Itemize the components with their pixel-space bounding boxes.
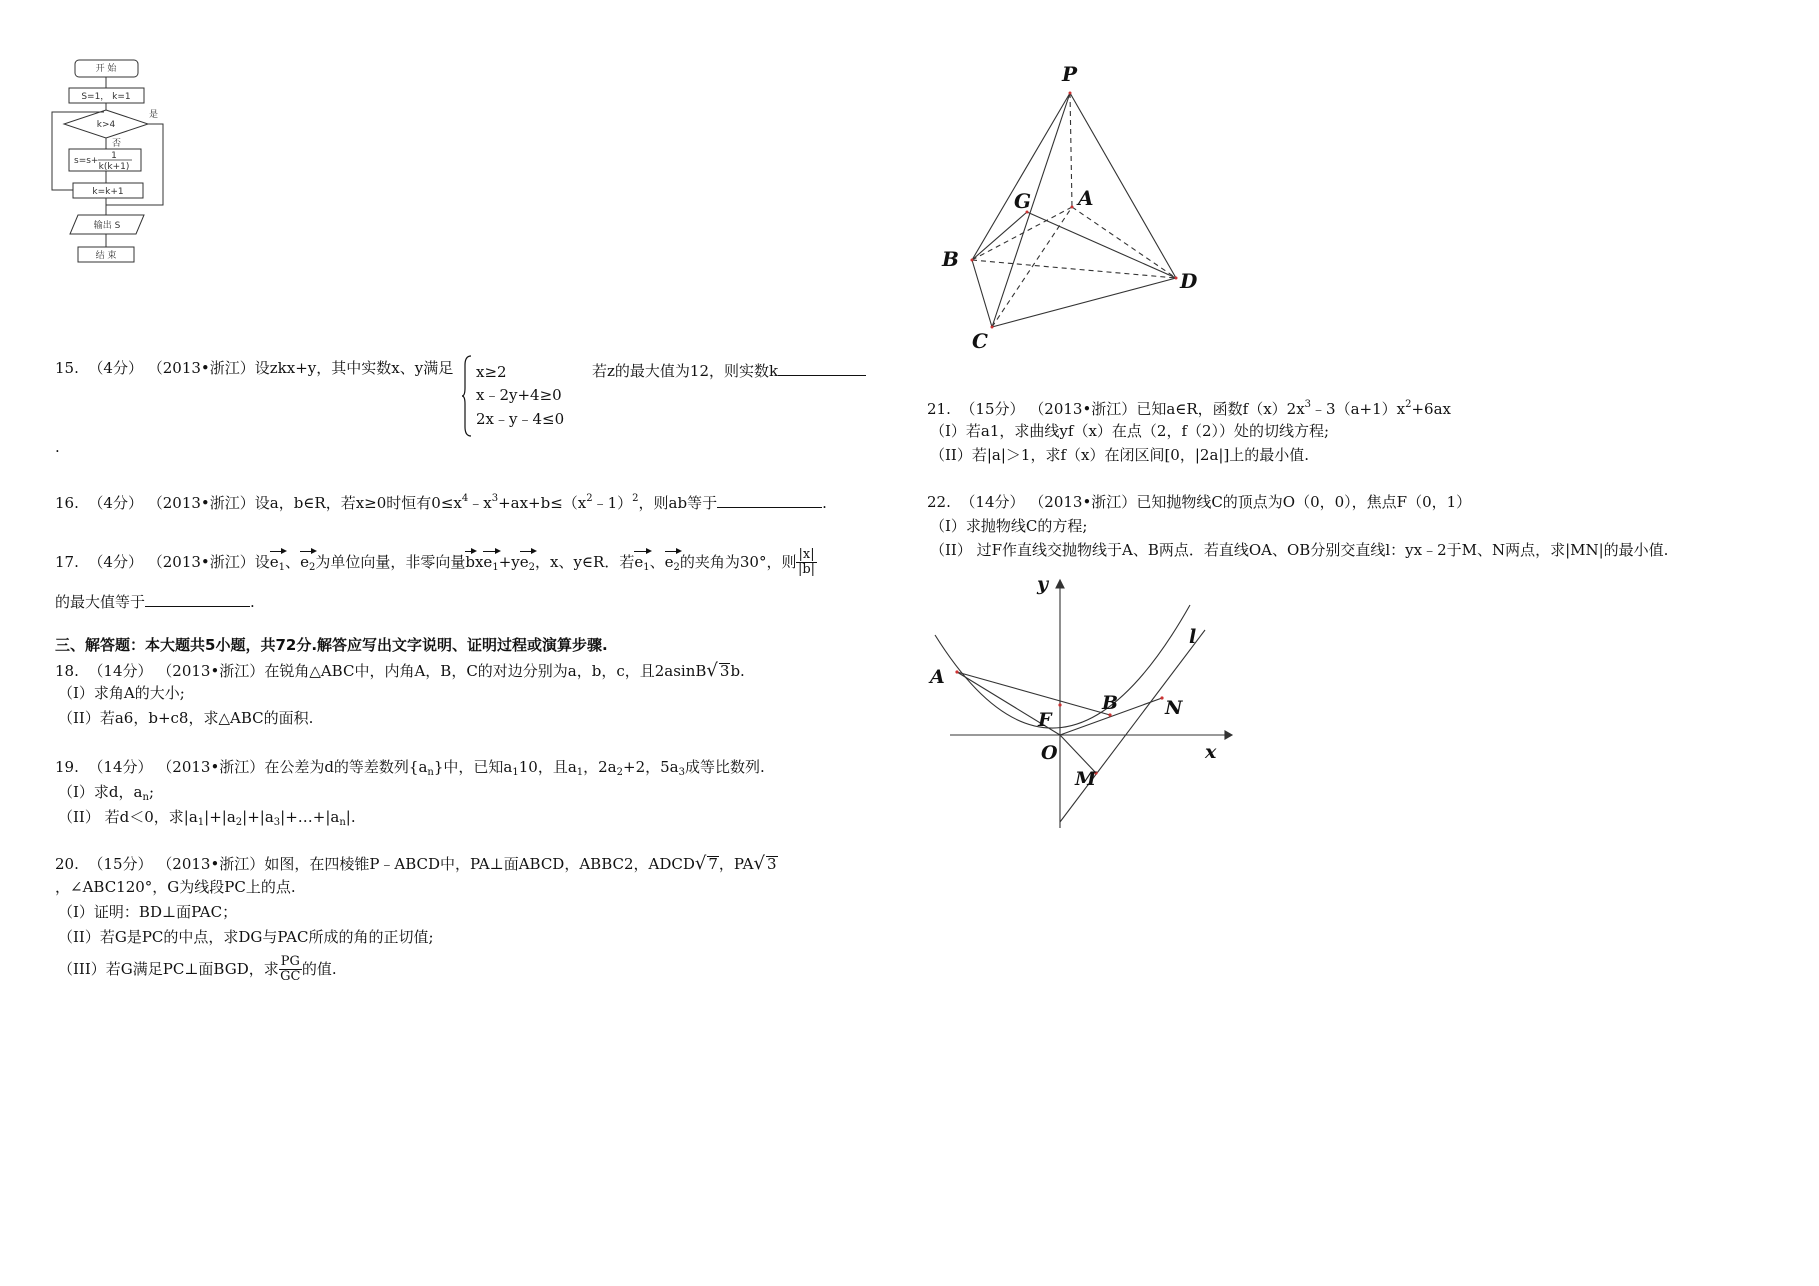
q19-sub-1b: 1 [576, 767, 584, 778]
q17-frac-num: |x| [798, 547, 815, 562]
q21-text-2: ﹣3（a+1）x [1311, 400, 1406, 418]
parabola-label-A: A [930, 666, 945, 688]
question-15 [55, 361, 453, 376]
pyramid-figure [930, 55, 1220, 365]
q18-part-2: （II）若a6，b+c8，求△ABC的面积. [58, 709, 314, 727]
q15-number: 15. [55, 359, 79, 377]
q18-part-1: （I）求角A的大小; [58, 684, 185, 702]
q19-p2-text-a: （II） 若d＜0，求|a [58, 808, 198, 826]
q19-sub-n: n [427, 767, 434, 778]
q16-source: （2013•浙江） [147, 494, 255, 512]
q20-sqrt-sign-1: √ [694, 853, 707, 874]
q19-text-1: 在公差为d的等差数列{a [264, 758, 428, 776]
q18-number: 18. [55, 662, 79, 680]
q17-answer-blank[interactable] [145, 592, 250, 607]
q17-line-2 [55, 592, 255, 610]
q22-score: （14分） [960, 493, 1025, 511]
q18-sqrt-sign: √ [706, 660, 718, 681]
section-heading: 三、解答题：本大题共5小题，共72分.解答应写出文字说明、证明过程或演算步骤. [55, 636, 608, 654]
q15-score: （4分） [88, 359, 143, 377]
edge-AD [1072, 207, 1176, 278]
q19-p2-text-c: |+|a [242, 808, 274, 826]
flowchart-output-text: 输出 S [93, 221, 121, 231]
q19-text-6: 成等比数列. [685, 758, 765, 776]
q20-source: （2013•浙江） [157, 855, 265, 873]
q22-source: （2013•浙江） [1029, 493, 1137, 511]
q20-p3-end: 的值. [301, 959, 337, 978]
q19-text-3: 10，且a [518, 758, 577, 776]
q19-p2-sub-2: 2 [235, 817, 243, 828]
pyramid-label-G: G [1014, 189, 1032, 213]
q16-score: （4分） [88, 494, 143, 512]
q17-e1-sub: 1 [278, 561, 286, 573]
q17-number: 17. [55, 552, 79, 571]
q15-source: （2013•浙江） [147, 359, 255, 377]
parabola-label-O: O [1041, 742, 1058, 764]
y-axis-arrow [1056, 580, 1064, 588]
pyramid-label-C: C [972, 329, 988, 353]
q19-text-5: +2，5a [623, 758, 679, 776]
parabola-label-y: y [1037, 573, 1049, 595]
q19-p1-sub: n [142, 792, 149, 803]
q17-frac-den: |b| [797, 562, 816, 578]
q18-score: （14分） [88, 662, 153, 680]
parabola-label-M: M [1075, 768, 1097, 790]
q18-text: 在锐角△ABC中，内角A，B，C的对边分别为a，b，c，且2asinB [264, 662, 707, 680]
q20-part-1: （I）证明：BD⊥面PAC； [58, 903, 238, 921]
q17-e2c-letter: e [664, 552, 674, 571]
q17-plus-y: +y [498, 552, 520, 571]
q17-e2b-sub: 2 [528, 561, 535, 573]
q16-number: 16. [55, 494, 79, 512]
q17-b-letter: b [465, 552, 475, 571]
q15-end: . [55, 438, 60, 456]
flowchart-no-text: 否 [112, 139, 122, 149]
q17-vector-e1b [483, 549, 498, 573]
q15-constraint-1: x≥2 [476, 363, 507, 382]
q19-part-1 [58, 785, 154, 803]
q15-tail [592, 361, 866, 379]
line-l [1060, 630, 1205, 822]
q19-text-2: }中，已知a [433, 758, 513, 776]
q21-part-2: （II）若|a|＞1，求f（x）在闭区间[0，|2a|]上的最小值. [930, 446, 1310, 464]
q16-answer-blank[interactable] [717, 493, 822, 508]
edge-BD [972, 260, 1176, 278]
parabola-curve [935, 605, 1190, 728]
q19-p2-sub-n: n [339, 817, 346, 828]
parabola-label-F: F [1038, 709, 1052, 731]
q21-exp-1: 3 [1304, 399, 1312, 410]
q21-exp-2: 2 [1405, 399, 1412, 410]
q21-source: （2013•浙江） [1029, 400, 1137, 418]
q19-p2-sub-1: 1 [197, 817, 205, 828]
q19-number: 19. [55, 758, 79, 776]
q20-score: （15分） [88, 855, 153, 873]
question-17 [55, 548, 817, 578]
flowchart-yes-text: 是 [149, 110, 159, 120]
flowchart [50, 55, 180, 315]
pyramid-label-A: A [1078, 186, 1094, 210]
q16-text-4: ﹣1） [592, 494, 633, 512]
q15-constraint-system [462, 355, 564, 437]
parabola-label-N: N [1165, 697, 1183, 719]
q17-text-2: 为单位向量，非零向量 [315, 552, 466, 571]
pyramid-label-D: D [1180, 269, 1198, 293]
q19-p2-text-d: |+…+|a [280, 808, 340, 826]
parabola-label-l: l [1189, 626, 1197, 648]
q20-frac-den: GC [280, 969, 301, 985]
q19-score: （14分） [88, 758, 153, 776]
q20-mid: ，PA [718, 855, 754, 873]
q17-score: （4分） [88, 552, 143, 571]
q17-vector-e2 [300, 549, 315, 573]
q17-vector-b [465, 549, 475, 570]
flowchart-update-num: 1 [111, 151, 117, 161]
question-18 [55, 662, 745, 680]
parabola-label-x: x [1205, 741, 1217, 763]
q17-e2b-letter: e [519, 552, 529, 571]
q17-fraction [796, 548, 816, 578]
pyramid-label-P: P [1062, 62, 1078, 86]
pyramid-label-B: B [942, 247, 959, 271]
q20-text: 如图，在四棱锥P﹣ABCD中，PA⊥面ABCD，ABBC2，ADCD [264, 855, 695, 873]
q18-source: （2013•浙江） [157, 662, 265, 680]
q19-text-4: ，2a [583, 758, 617, 776]
q17-sep-1: 、 [285, 552, 301, 571]
q20-part-2: （II）若G是PC的中点，求DG与PAC所成的角的正切值; [58, 928, 434, 946]
q16-text-3: +ax+b≤（x [498, 494, 587, 512]
flowchart-update-prefix: s=s+ [74, 156, 99, 166]
q19-sub-3: 3 [678, 767, 685, 778]
q17-e1c-letter: e [634, 552, 644, 571]
q16-exp-3: 2 [586, 493, 593, 504]
q20-sqrt-sign-2: √ [753, 853, 765, 874]
q17-source: （2013•浙江） [147, 552, 255, 571]
q22-part-1: （I）求抛物线C的方程; [930, 517, 1088, 535]
q16-end: . [822, 494, 827, 512]
question-19 [55, 760, 765, 778]
q16-exp-1: 4 [461, 493, 469, 504]
q19-sub-1a: 1 [512, 767, 519, 778]
parabola-label-B: B [1102, 692, 1119, 714]
q17-vector-e2b [520, 549, 535, 573]
edge-GD [1027, 212, 1176, 278]
q17-e2-letter: e [300, 552, 309, 571]
q20-frac-num: PG [280, 954, 300, 969]
q22-number: 22. [927, 493, 951, 511]
q17-vector-e1c [634, 549, 649, 573]
q19-p2-text-e: |. [345, 808, 356, 826]
q22-part-2: （II） 过F作直线交抛物线于A、B两点．若直线OA、OB分别交直线l：yx﹣2于M、N两点，求|MN|的最小值. [930, 541, 1669, 559]
q20-number: 20. [55, 855, 79, 873]
q15-answer-blank[interactable] [778, 361, 866, 376]
q17-text-1: 设 [254, 552, 270, 571]
q16-exp-2: 3 [491, 493, 499, 504]
q17-x: x [474, 552, 484, 571]
q20-p3-text: （III）若G满足PC⊥面BGD，求 [58, 959, 279, 978]
q20-fraction [279, 955, 302, 985]
q15-brace [462, 355, 472, 437]
flowchart-update-den: k(k+1) [98, 162, 130, 172]
q15-tail-text: 若z的最大值为12，则实数k [592, 362, 779, 380]
q17-line2-text: 的最大值等于 [55, 593, 146, 611]
q19-p2-sub-3: 3 [273, 817, 281, 828]
q16-text-5: ，则ab等于 [638, 494, 718, 512]
q17-sep-2: 、 [649, 552, 665, 571]
q17-text-4: 的夹角为30°，则 [679, 552, 797, 571]
q21-text-3: +6ax [1411, 400, 1451, 418]
q15-constraint-3: 2x﹣y﹣4≤0 [476, 409, 565, 428]
flowchart-cond-text: k>4 [96, 120, 116, 130]
question-21 [927, 400, 1451, 417]
q17-e1b-sub: 1 [492, 561, 499, 573]
edge-BG [972, 212, 1027, 260]
q17-e2-sub: 2 [308, 561, 316, 573]
x-axis-arrow [1225, 731, 1232, 739]
q17-e1-letter: e [269, 552, 279, 571]
q20-sqrt-1: 7 [708, 855, 718, 873]
q19-p1-end: ; [148, 783, 154, 801]
q21-score: （15分） [960, 400, 1025, 418]
flowchart-init-text: S=1， k=1 [81, 92, 131, 102]
flowchart-start-text: 开 始 [95, 64, 117, 74]
question-22 [927, 495, 1471, 510]
q20-line-2: ，∠ABC120°，G为线段PC上的点. [55, 878, 296, 896]
parabola-figure [925, 560, 1235, 830]
question-16 [55, 493, 827, 511]
q17-vector-e2c [665, 549, 680, 573]
q19-source: （2013•浙江） [157, 758, 265, 776]
q22-text: 已知抛物线C的顶点为O（0，0），焦点F（0，1） [1136, 493, 1472, 511]
q21-part-1: （I）若a1，求曲线yf（x）在点（2，f（2））处的切线方程; [930, 422, 1330, 440]
q18-tail: b. [730, 662, 745, 680]
q16-text-2: ﹣x [468, 494, 492, 512]
q17-e1b-letter: e [483, 552, 493, 571]
q17-text-3: ，x、y∈R．若 [535, 552, 635, 571]
q17-e1c-sub: 1 [643, 561, 650, 573]
edge-PA [1070, 93, 1072, 207]
q19-p2-text-b: |+|a [204, 808, 236, 826]
q21-number: 21. [927, 400, 951, 418]
q19-sub-2: 2 [616, 767, 624, 778]
edge-BC [972, 260, 992, 327]
q21-text-1: 已知a∈R，函数f（x）2x [1136, 400, 1305, 418]
q15-constraint-2: x﹣2y+4≥0 [476, 386, 562, 405]
flowchart-incr-text: k=k+1 [92, 187, 124, 197]
q15-text: 设zkx+y，其中实数x、y满足 [254, 359, 454, 377]
edge-PB [972, 93, 1070, 260]
flowchart-end-text: 结 束 [95, 251, 117, 261]
q17-e2c-sub: 2 [673, 561, 680, 573]
q18-sqrt-radicand: 3 [719, 662, 730, 680]
question-20 [55, 855, 778, 873]
q20-sqrt-2: 3 [766, 855, 777, 873]
q17-end: . [250, 593, 255, 611]
q19-p1-text: （I）求d，a [58, 783, 143, 801]
q17-vector-e1 [270, 549, 285, 573]
q19-part-2 [58, 810, 356, 828]
q16-text-1: 设a，b∈R，若x≥0时恒有0≤x [254, 494, 462, 512]
q20-part-3 [58, 955, 337, 985]
q16-exp-4: 2 [632, 493, 639, 504]
